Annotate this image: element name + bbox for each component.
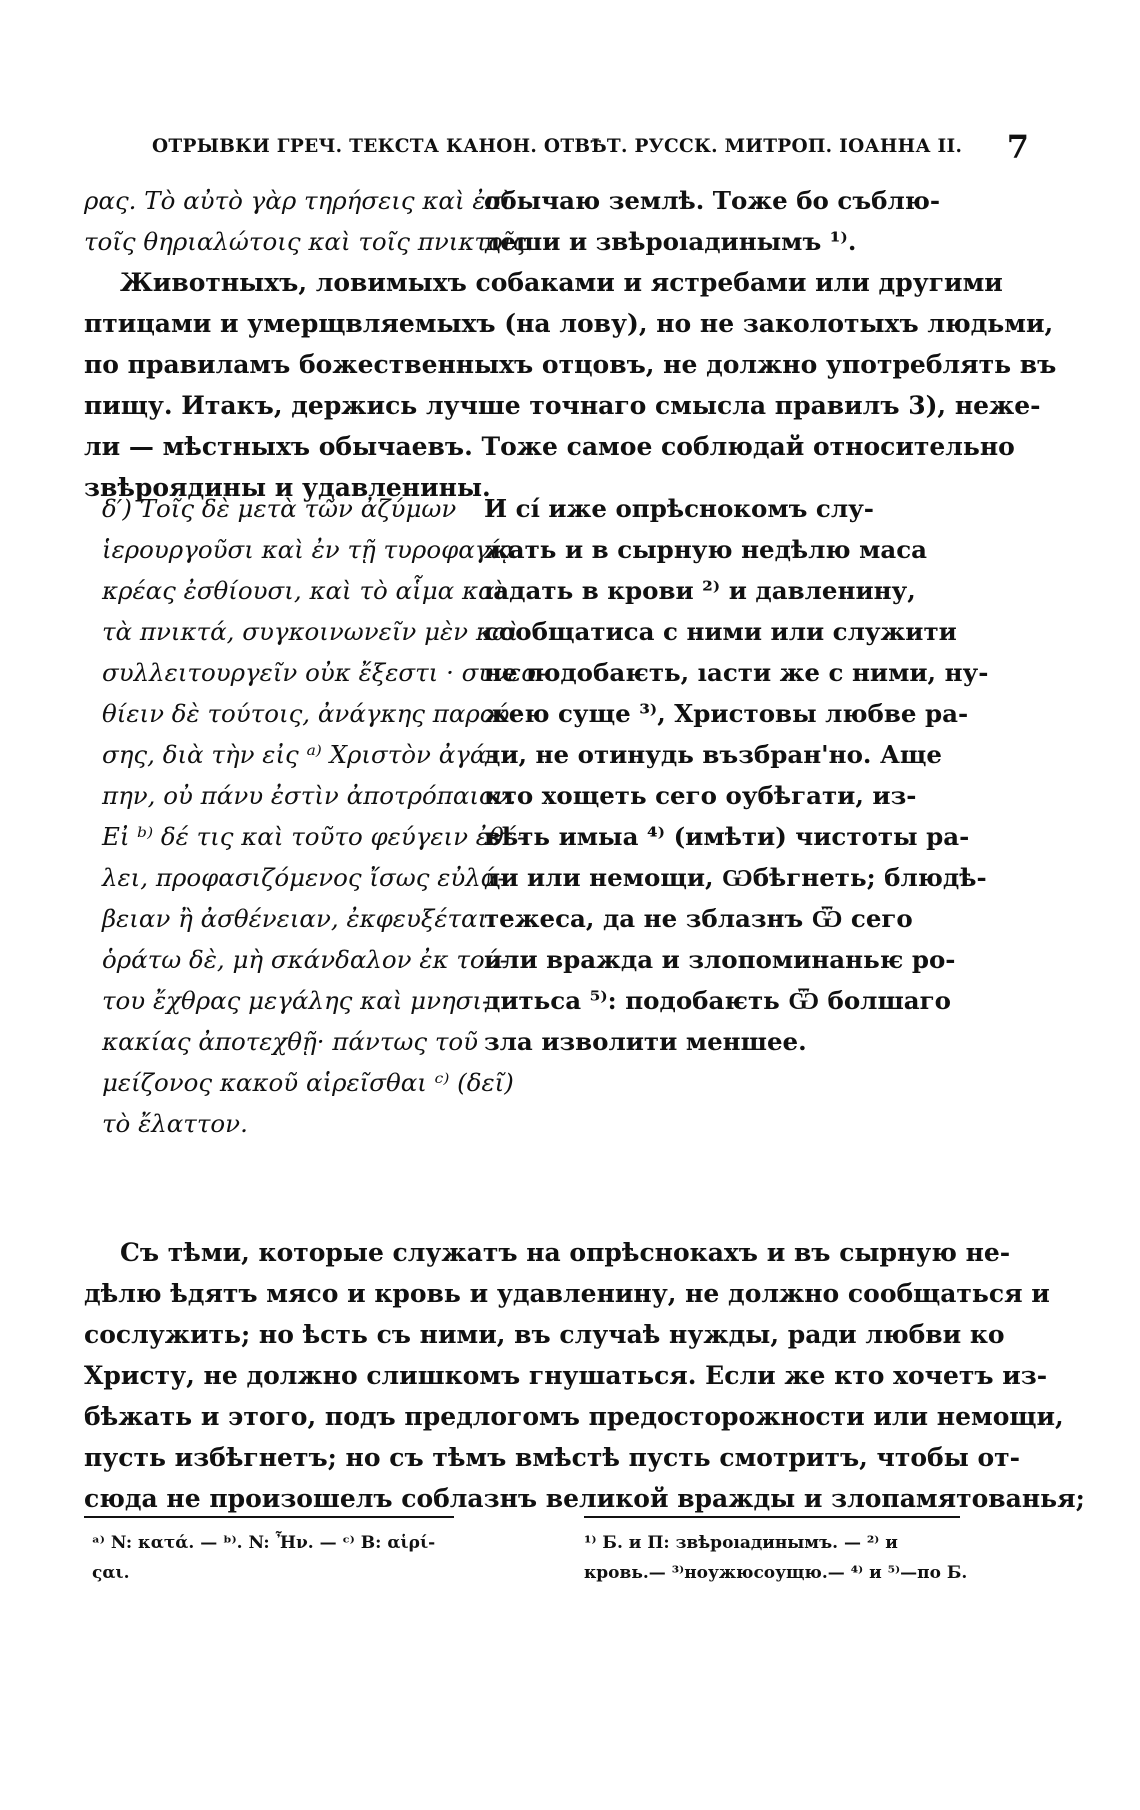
greek-line: τὰ πνικτά, συγκοινωνεῖν μὲν καὶ — [102, 617, 519, 646]
slavonic-line: кто хощеть сего оубѣгати, из- — [484, 781, 917, 810]
footnotes-greek — [92, 1528, 435, 1588]
translation-paragraph-2 — [84, 1232, 1085, 1519]
translation-line: Христу, не должно слишкомъ гнушаться. Если же кто хочетъ из- — [84, 1361, 1048, 1390]
footnote-rule-right — [584, 1516, 960, 1518]
translation-line: ли — мѣстныхъ обычаевъ. Тоже самое соблюдай относительно — [84, 432, 1015, 461]
greek-line: ὁράτω δὲ, μὴ σκάνδαλον ἐκ τού- — [102, 945, 508, 974]
slavonic-line: И сі́ иже опрѣснокомъ слу- — [484, 494, 874, 523]
page-header — [84, 128, 1084, 168]
translation-line: бѣжать и этого, подъ предлогомъ предосторожности или немощи, — [84, 1402, 1064, 1431]
greek-line: κακίας ἀποτεχθῇ· πάντως τοῦ — [102, 1027, 479, 1056]
greek-column-2 — [102, 488, 546, 1144]
page-number: 7 — [1006, 128, 1029, 166]
slavonic-line: ди, не отинудь възбран'но. Аще — [484, 740, 943, 769]
translation-line: Съ тѣми, которые служатъ на опрѣснокахъ и въ сырную не- — [120, 1238, 1011, 1267]
greek-line: ἱερουργοῦσι καὶ ἐν τῇ τυροφαγίᾳ — [102, 535, 516, 564]
greek-line: πην, οὐ πάνυ ἐστὶν ἀποτρόπαιον. — [102, 781, 517, 810]
footnote-line: кровь.— ³⁾ноужюсоущю.— ⁴⁾ и ⁵⁾—по Б. — [584, 1563, 968, 1583]
greek-line: κρέας ἐσθίουσι, καὶ τὸ αἷμα καὶ — [102, 576, 505, 605]
translation-line: пусть избѣгнетъ; но съ тѣмъ вмѣстѣ пусть смотритъ, чтобы от- — [84, 1443, 1020, 1472]
translation-line: сюда не произошелъ соблазнъ великой вражды и злопамятованья; — [84, 1484, 1085, 1513]
translation-line: по правиламъ божественныхъ отцовъ, не должно употреблять въ — [84, 350, 1057, 379]
slavonic-line: или вражда и злопоминаньѥ ро- — [484, 945, 956, 974]
translation-line: звѣроядины и удавленины. — [84, 473, 491, 502]
greek-line: λει, προφασιζόμενος ἴσως εὐλά- — [102, 863, 506, 892]
slavonic-line: тежеса, да не зблазнъ Ѿ сего — [484, 904, 913, 933]
slavonic-line: жать и в сырную недѣлю маса — [484, 535, 928, 564]
greek-line: θίειν δὲ τούτοις, ἀνάγκης παρού- — [102, 699, 518, 728]
greek-line: τὸ ἔλαττον. — [102, 1109, 248, 1138]
footnote-rule-left — [84, 1516, 454, 1518]
footnotes-slavonic — [584, 1528, 967, 1588]
greek-line: μείζονος κακοῦ αἱρεῖσθαι ᶜ⁾ (δεῖ) — [102, 1068, 514, 1097]
slavonic-line: сообщатиса с ними или служити — [484, 617, 957, 646]
footnote-line: ςαι. — [92, 1563, 130, 1583]
slavonic-line: деши и звѣроıадинымъ ¹⁾. — [484, 227, 857, 256]
running-title: ОТРЫВКИ ГРЕЧ. ТЕКСТА КАНОН. ОТВѢТ. РУССК. МИТРОП. ІОАННА II. — [152, 136, 963, 157]
greek-line: Εἰ ᵇ⁾ δέ τις καὶ τοῦτο φεύγειν ἐθέ- — [102, 822, 526, 851]
greek-line: συλλειτουργεῖν οὐκ ἔξεστι · συνεσ- — [102, 658, 547, 687]
greek-line: δ′) Τοῖς δὲ μετὰ τῶν ἀζύμων — [102, 494, 457, 523]
slavonic-line: не подобаѥть, ıасти же с ними, ну- — [484, 658, 989, 687]
slavonic-line: жею суще ³⁾, Христовы любве ра- — [484, 699, 969, 728]
translation-line: дѣлю ѣдятъ мясо и кровь и удавленину, не должно сообщаться и — [84, 1279, 1050, 1308]
translation-line: птицами и умерщвляемыхъ (на лову), но не заколотыхъ людьми, — [84, 309, 1054, 338]
book-page — [84, 0, 1084, 1810]
greek-line: τοῖς θηριαλώτοις καὶ τοῖς πνικτοῖς. — [84, 227, 534, 256]
slavonic-line: зла изволити меншее. — [484, 1027, 807, 1056]
greek-line: του ἔχθρας μεγάλης καὶ μνησι- — [102, 986, 491, 1015]
slavonic-column-1 — [484, 180, 940, 262]
translation-paragraph-1 — [84, 262, 1056, 508]
slavonic-column-2 — [484, 488, 988, 1062]
greek-line: σης, διὰ τὴν εἰς ᵃ⁾ Χριστὸν ἀγά- — [102, 740, 495, 769]
slavonic-line: обычаю землѣ. Тоже бо съблю- — [484, 186, 941, 215]
translation-line: сослужить; но ѣсть съ ними, въ случаѣ нужды, ради любви ко — [84, 1320, 1005, 1349]
slavonic-line: дитьса ⁵⁾: подобаѥть Ѿ болшаго — [484, 986, 952, 1015]
slavonic-line: ıадать в крови ²⁾ и давленину, — [484, 576, 916, 605]
translation-line: Животныхъ, ловимыхъ собаками и ястребами или другими — [120, 268, 1003, 297]
greek-line: ρας. Τὸ αὐτὸ γὰρ τηρήσεις καὶ ἐπὶ — [84, 186, 512, 215]
translation-line: пищу. Итакъ, держись лучше точнаго смысла правилъ 3), неже- — [84, 391, 1041, 420]
slavonic-line: ди или немощи, Ѡбѣгнеть; блюдѣ- — [484, 863, 987, 892]
greek-column-1 — [84, 180, 534, 262]
footnote-line: ᵃ⁾ N: κατά. — ᵇ⁾. N: Ἦν. — ᶜ⁾ B: αἱρί- — [92, 1533, 436, 1553]
greek-line: βειαν ἢ ἀσθένειαν, ἐκφευξέται· — [102, 904, 495, 933]
footnote-line: ¹⁾ Б. и П: звѣроıадинымъ. — ²⁾ и — [584, 1533, 898, 1553]
slavonic-line: вѣть имыа ⁴⁾ (имѣти) чистоты ра- — [484, 822, 970, 851]
